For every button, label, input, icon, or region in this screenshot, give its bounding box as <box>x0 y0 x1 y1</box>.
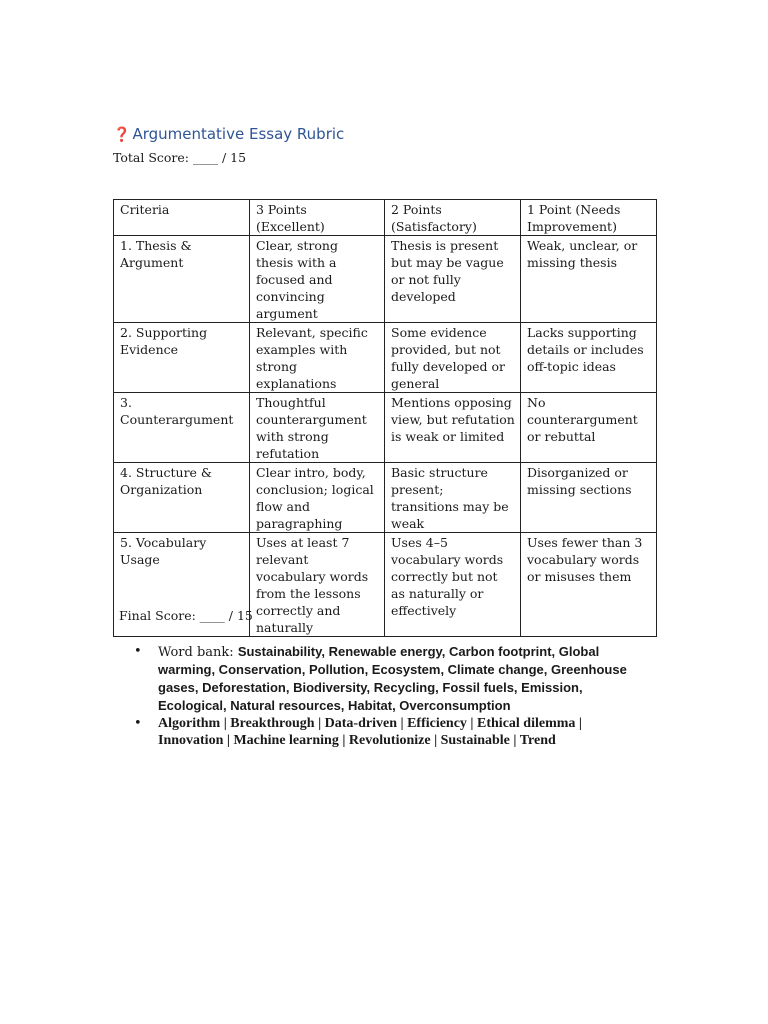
rubric-table <box>113 199 657 637</box>
excellent-cell: Clear, strong thesis with a focused and convincing argument <box>250 236 385 323</box>
header-cell-1-point: 1 Point (Needs Improvement) <box>521 200 657 236</box>
needs-improvement-cell: Uses fewer than 3 vocabulary words or misuses them <box>521 533 657 637</box>
total-score: Total Score: ____ / 15 <box>113 150 247 165</box>
header-cell-criteria: Criteria <box>114 200 250 236</box>
bullet-icon: • <box>134 716 142 731</box>
bullet-list <box>128 643 648 749</box>
satisfactory-cell: Some evidence provided, but not fully developed or general <box>385 323 521 393</box>
bullet-icon: • <box>134 644 142 659</box>
table-header-row <box>114 200 657 236</box>
criteria-cell: 3. Counterargument <box>114 393 250 463</box>
header-cell-3-points: 3 Points (Excellent) <box>250 200 385 236</box>
needs-improvement-cell: Lacks supporting details or includes off-topic ideas <box>521 323 657 393</box>
header-cell-2-points: 2 Points (Satisfactory) <box>385 200 521 236</box>
list-item-vocabulary <box>128 715 648 749</box>
table-row <box>114 323 657 393</box>
excellent-cell: Clear intro, body, conclusion; logical flow and paragraphing <box>250 463 385 533</box>
page-title <box>113 125 344 143</box>
word-bank-words: Sustainability, Renewable energy, Carbon footprint, Global warming, Conservation, Pollution, Ecosystem, Climate change, Greenhouse gases, Deforestation, Biodiversity, Recycling, Fossil fuels, Emission, Ecological, Natural resources, Habitat, Overconsumption <box>158 644 627 713</box>
table-row <box>114 463 657 533</box>
needs-improvement-cell: Weak, unclear, or missing thesis <box>521 236 657 323</box>
final-score: Final Score: ____ / 15 <box>119 608 253 623</box>
needs-improvement-cell: No counterargument or rebuttal <box>521 393 657 463</box>
criteria-cell: 5. Vocabulary Usage <box>114 533 250 637</box>
needs-improvement-cell: Disorganized or missing sections <box>521 463 657 533</box>
excellent-cell: Relevant, specific examples with strong explanations <box>250 323 385 393</box>
word-bank-label: Word bank: <box>158 645 238 660</box>
table-row <box>114 236 657 323</box>
criteria-cell: 2. Supporting Evidence <box>114 323 250 393</box>
satisfactory-cell: Mentions opposing view, but refutation is weak or limited <box>385 393 521 463</box>
table-row <box>114 393 657 463</box>
criteria-cell: 4. Structure & Organization <box>114 463 250 533</box>
page-title-text: Argumentative Essay Rubric <box>132 125 345 143</box>
excellent-cell: Uses at least 7 relevant vocabulary words from the lessons correctly and naturally <box>250 533 385 637</box>
vocabulary-list: Algorithm | Breakthrough | Data-driven | Efficiency | Ethical dilemma | Innovation | Machine learning | Revolutionize | Sustainable | Trend <box>158 716 582 748</box>
satisfactory-cell: Thesis is present but may be vague or not fully developed <box>385 236 521 323</box>
satisfactory-cell: Uses 4–5 vocabulary words correctly but not as naturally or effectively <box>385 533 521 637</box>
satisfactory-cell: Basic structure present; transitions may be weak <box>385 463 521 533</box>
criteria-cell: 1. Thesis & Argument <box>114 236 250 323</box>
question-mark-icon: ❓ <box>113 127 131 143</box>
excellent-cell: Thoughtful counterargument with strong refutation <box>250 393 385 463</box>
list-item-word-bank <box>128 643 648 715</box>
